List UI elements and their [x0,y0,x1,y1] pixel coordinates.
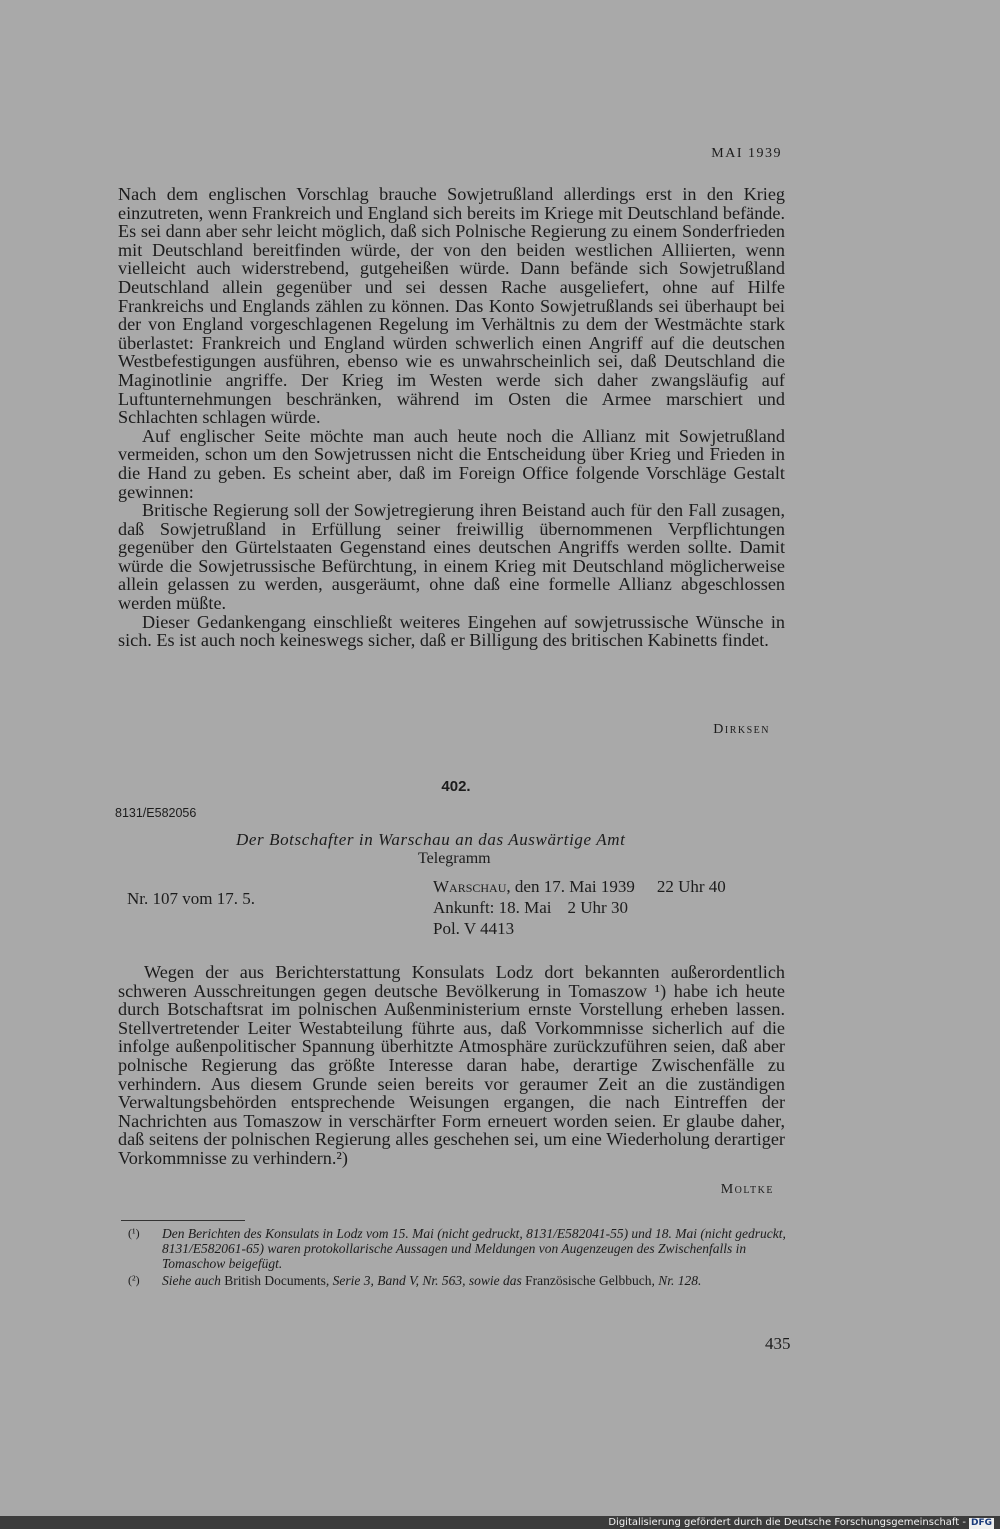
footnotes [128,1226,796,1288]
footnote [128,1226,796,1271]
arrival-line [433,897,726,918]
arrival-date: Ankunft: 18. Mai [433,898,552,917]
file-reference: 8131/E582056 [115,806,197,820]
document-heading: Der Botschafter in Warschau an das Auswärtige Amt [236,830,626,849]
paragraph: Nach dem englischen Vorschlag brauche Sowjetrußland allerdings erst in den Krieg einzutreten, wenn Frankreich und England sich bereits im Kriege mit Deutschland befände. Es sei dann aber sehr leicht möglich, daß sich Polnische Regierung zu einem Sonderfrieden mit Deutschland bereitfinden würde, der von den beiden westlichen Alliierten, wenn vielleicht auch widerstrebend, gutgeheißen würde. Dann befände sich Sowjetrußland Deutschland allein gegenüber und sei dessen Rache ausgeliefert, ohne auf Hilfe Frankreichs und Englands zählen zu können. Das Konto Sowjetrußlands sei überhaupt bei der von England vorgeschlagenen Regelung im Verhältnis zu dem der Westmächte stark überlastet: Frankreich und England würden schwerlich einen Angriff auf die deutschen Westbefestigungen ausführen, ebenso wie es unwahrscheinlich sei, daß Deutschland die Maginotlinie angriffe. Der Krieg im Westen werde sich daher zwangsläufig auf Luftunternehmungen beschränken, während im Osten die Armee marschiert und Schlachten schlagen würde. [118,184,785,428]
footnote-mark: (¹) [128,1226,140,1240]
running-header: MAI 1939 [711,146,782,161]
telegram-metadata [433,876,726,939]
signature-dirksen: Dirksen [713,722,770,737]
dfg-logo: DFG [970,1518,992,1528]
sent-place: Warschau [433,877,507,896]
document-type: Telegramm [418,850,491,867]
footer-text: Digitalisierung gefördert durch die Deutsche Forschungsgemeinschaft - [608,1517,966,1528]
paragraph: Auf englischer Seite möchte man auch heute noch die Allianz mit Sowjetrußland vermeiden, schon um den Sowjetrussen nicht die Entscheidung über Krieg und Frieden in die Hand zu geben. Es scheint aber, daß im Foreign Office folgende Vorschläge Gestalt gewinnen: [118,425,785,502]
page-number: 435 [765,1334,791,1353]
sent-date: , den 17. Mai 1939 [506,877,635,896]
arrival-time: 2 Uhr 30 [567,898,628,917]
paragraph: Wegen der aus Berichterstattung Konsulats Lodz dort bekannten außerordentlich schweren Ausschreitungen gegen deutsche Bevölkerung in Tomaszow ¹) habe ich heute durch Botschaftsrat im polnischen Außenministerium ernste Vorstellung erheben lassen. Stellvertretender Leiter Westabteilung führte aus, daß Vorkommnisse sicherlich auf die infolge außenpolitischer Spannung überhitzte Atmosphäre zurückzuführen seien, daß aber polnische Regierung das größte Interesse daran habe, derartige Zwischenfälle zu verhindern. Aus diesem Grunde seien bereits vor geraumer Zeit an die zuständigen Verwaltungsbehörden entsprechende Weisungen ergangen, die nach Eintreffen der Nachrichten aus Tomaszow in verschärfter Form erneuert worden seien. Er glaube daher, daß seitens der polnischen Regierung alles geschehen sei, um eine Wiederholung derartiger Vorkommnisse zu verhindern.²) [118,962,785,1168]
footnote [128,1273,796,1288]
sent-line [433,876,726,897]
footnote-mark: (²) [128,1273,140,1287]
telegram-number: Nr. 107 vom 17. 5. [127,889,255,908]
paragraph: Dieser Gedankengang einschließt weiteres Eingehen auf sowjetrussische Wünsche in sich. Es ist auch noch keineswegs sicher, daß er Billigung des britischen Kabinetts findet. [118,611,785,651]
document-number: 402. [441,778,471,795]
footnote-text: Den Berichten des Konsulats in Lodz vom 15. Mai (nicht gedruckt, 8131/E582041-55) und 18. Mai (nicht gedruckt, 8131/E582061-65) waren protokollarische Aussagen und Meldungen von Augenzeugen des Zwischenfalls in Tomaschow beigefügt. [162,1226,786,1271]
document-402-body [118,963,785,1168]
document-401-body [118,185,785,650]
digitization-footer [0,1516,1000,1529]
footnote-divider [121,1220,245,1221]
sent-time: 22 Uhr 40 [656,877,726,896]
registry-number: Pol. V 4413 [433,919,515,938]
signature-moltke: Moltke [720,1182,774,1197]
footnote-text: Siehe auch British Documents, Serie 3, Band V, Nr. 563, sowie das Französische Gelbbuch, Nr. 128. [162,1273,702,1288]
paragraph: Britische Regierung soll der Sowjetregierung ihren Beistand auch für den Fall zusagen, daß Sowjetrußland in Erfüllung seiner freiwillig übernommenen Verpflichtungen gegenüber den Gürtelstaaten Gegenstand eines deutschen Angriffs werden sollte. Damit würde die Sowjetrussische Befürchtung, in einem Krieg mit Deutschland möglicherweise allein gelassen zu werden, ausgeräumt, ohne daß eine formelle Allianz abgeschlossen werden müßte. [118,500,785,614]
